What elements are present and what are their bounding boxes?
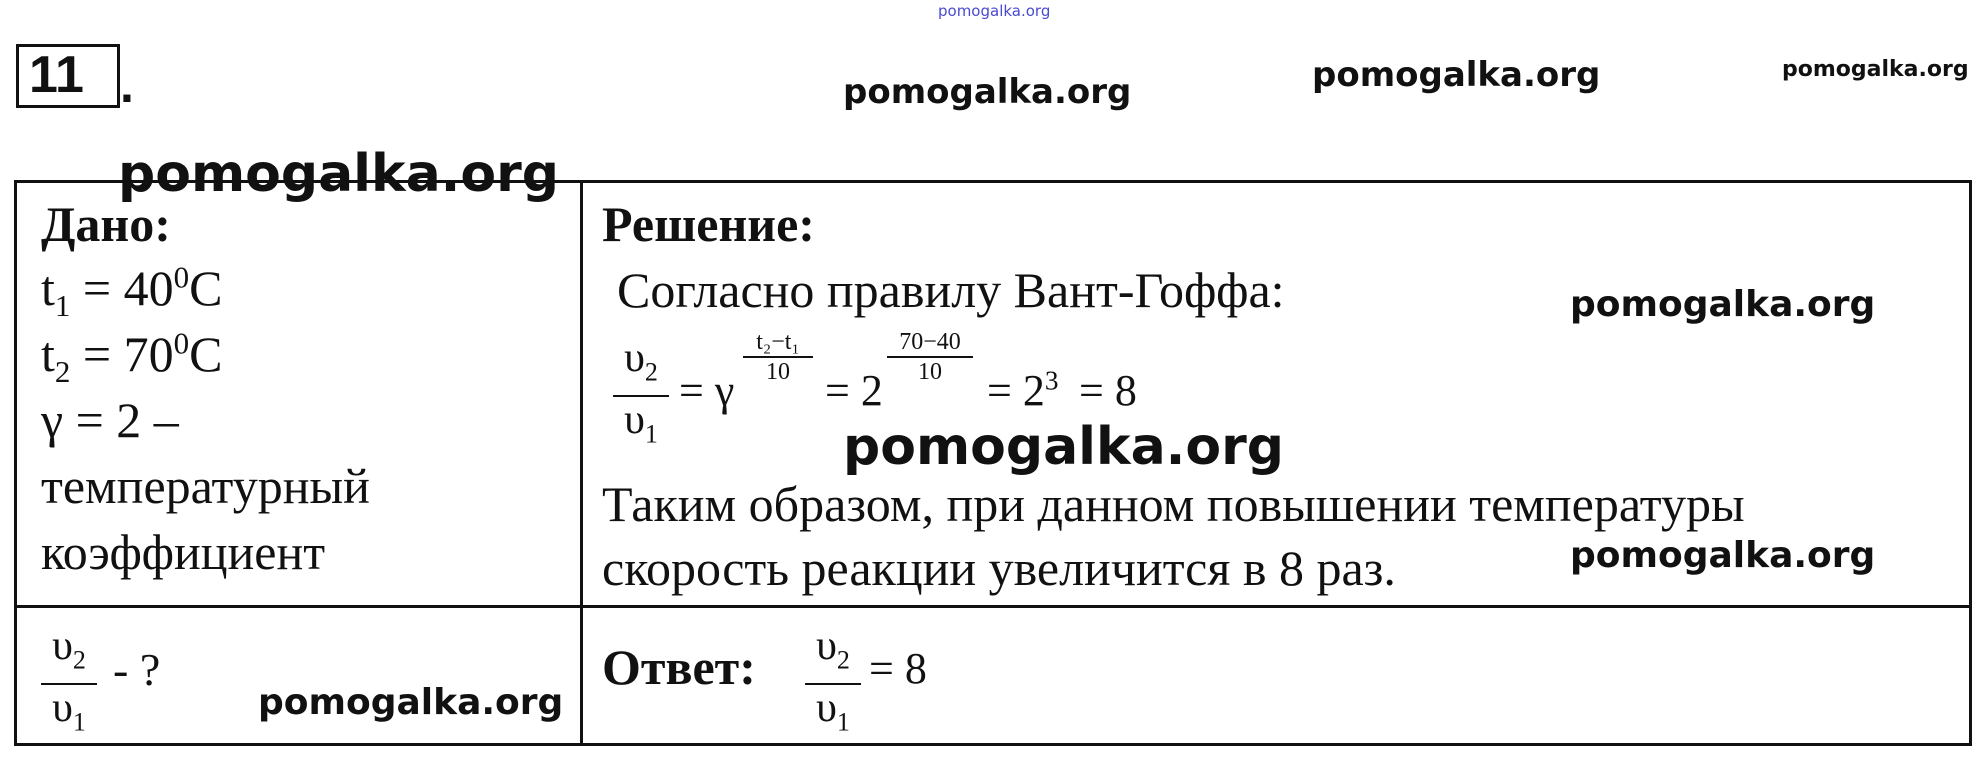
given-t2: $t_2 = 70^0C$ [41, 325, 223, 389]
watermark: pomogalka.org [1782, 57, 1969, 82]
given-title: Дано: [41, 196, 171, 252]
answer-value: = 8 [869, 644, 927, 693]
formula-result: = 8 [1079, 366, 1137, 415]
watermark-large: pomogalka.org [118, 144, 560, 204]
watermark: pomogalka.org [843, 72, 1132, 112]
given-gamma: γ = 2 – [41, 392, 179, 448]
formula-lhs: $\upsilon_2$ $\upsilon_1$ [613, 335, 669, 458]
row-divider [17, 605, 1969, 608]
answer-fraction: $\upsilon_2$ $\upsilon_1$ [805, 623, 861, 746]
solution-title: Решение: [602, 196, 815, 252]
formula-base-2: = 2 [825, 366, 883, 415]
watermark: pomogalka.org [1312, 55, 1601, 95]
solution-conclusion: Таким образом, при данном повышении температуры [602, 476, 1745, 532]
column-divider [580, 183, 583, 743]
formula-power: = $2^3$ [987, 365, 1059, 415]
problem-number: 11 [16, 44, 120, 108]
watermark-large: pomogalka.org [843, 417, 1285, 477]
formula-exponent-2: 70−40 10 [887, 328, 973, 386]
watermark: pomogalka.org [258, 682, 564, 723]
given-gamma-desc: температурный [41, 458, 370, 514]
formula-exponent-1: t₂−t₁ 10 [743, 328, 813, 386]
watermark: pomogalka.org [1570, 535, 1876, 576]
watermark: pomogalka.org [1570, 284, 1876, 325]
answer-label: Ответ: [602, 639, 756, 695]
solution-conclusion: скорость реакции увеличится в 8 раз. [602, 540, 1396, 596]
watermark-top: pomogalka.org [938, 2, 1051, 20]
given-gamma-desc: коэффициент [41, 524, 326, 580]
solution-rule: Согласно правилу Вант-Гоффа: [617, 262, 1285, 318]
given-t1: $t_1 = 40^0C$ [41, 259, 223, 323]
formula-gamma: = γ [679, 366, 735, 415]
problem-number-dot: . [120, 57, 134, 113]
find-question: - ? [113, 644, 161, 695]
find-fraction: $\upsilon_2$ $\upsilon_1$ [41, 623, 97, 746]
